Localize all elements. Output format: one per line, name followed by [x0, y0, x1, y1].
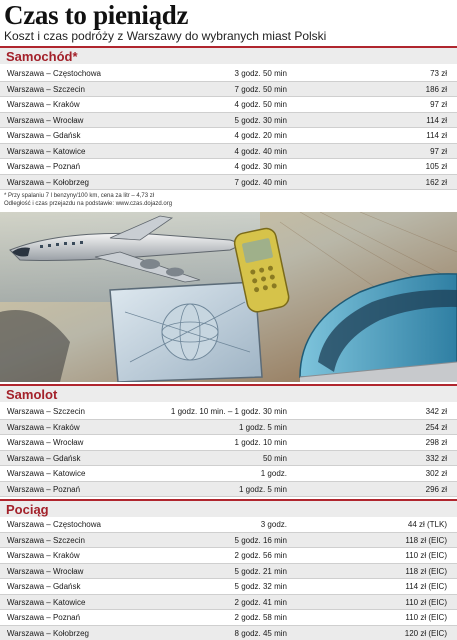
- table-row: [0, 564, 457, 580]
- table-row: [0, 82, 457, 98]
- table-row: [0, 144, 457, 160]
- cost-cell: 342 zł: [425, 407, 447, 416]
- table-row: [0, 435, 457, 451]
- table-row: [0, 610, 457, 626]
- cost-cell: 298 zł: [425, 438, 447, 447]
- route-cell: Warszawa – Wrocław: [7, 438, 84, 447]
- travel-time-cell: 4 godz. 30 min: [234, 162, 287, 171]
- cost-cell: 110 zł (EIC): [405, 613, 447, 622]
- table-row: [0, 113, 457, 129]
- route-cell: Warszawa – Poznań: [7, 484, 81, 494]
- route-cell: Warszawa – Szczecin: [7, 535, 85, 545]
- section-header-car: [0, 46, 457, 64]
- car-table: [0, 66, 457, 190]
- travel-time-cell: 2 godz. 58 min: [234, 613, 287, 622]
- travel-time-cell: 2 godz. 56 min: [234, 551, 287, 560]
- table-row: [0, 159, 457, 175]
- cost-cell: 97 zł: [430, 146, 447, 156]
- cost-cell: 296 zł: [425, 484, 447, 494]
- travel-time-cell: 3 godz. 50 min: [234, 69, 287, 78]
- table-row: [0, 97, 457, 113]
- cost-cell: 73 zł: [430, 69, 447, 78]
- table-row: [0, 404, 457, 420]
- cost-cell: 186 zł: [425, 84, 447, 94]
- cost-cell: 118 zł (EIC): [405, 566, 447, 576]
- route-cell: Warszawa – Szczecin: [7, 407, 85, 416]
- route-cell: Warszawa – Gdańsk: [7, 131, 81, 140]
- travel-time-cell: 3 godz.: [260, 520, 287, 529]
- route-cell: Warszawa – Kraków: [7, 422, 80, 432]
- train-table: [0, 517, 457, 640]
- table-row: [0, 175, 457, 191]
- travel-time-cell: 1 godz.: [260, 469, 287, 478]
- section-title-plane: Samolot: [6, 387, 58, 402]
- cost-cell: 97 zł: [430, 100, 447, 109]
- route-cell: Warszawa – Katowice: [7, 597, 86, 607]
- route-cell: Warszawa – Szczecin: [7, 84, 85, 94]
- route-cell: Warszawa – Kraków: [7, 100, 80, 109]
- table-row: [0, 451, 457, 467]
- table-row: [0, 466, 457, 482]
- table-row: [0, 128, 457, 144]
- travel-time-cell: 8 godz. 45 min: [234, 628, 287, 638]
- travel-time-cell: 1 godz. 5 min: [238, 484, 287, 494]
- table-row: [0, 533, 457, 549]
- travel-time-cell: 50 min: [262, 453, 287, 463]
- section-title-car: Samochód*: [6, 49, 78, 64]
- section-header-train: [0, 499, 457, 517]
- page-title: Czas to pieniądz: [4, 0, 189, 30]
- route-cell: Warszawa – Katowice: [7, 469, 86, 478]
- section-header-plane: [0, 384, 457, 402]
- cost-cell: 44 zł (TLK): [407, 520, 447, 529]
- cost-cell: 302 zł: [425, 469, 447, 478]
- travel-time-cell: 5 godz. 21 min: [234, 566, 287, 576]
- travel-time-cell: 7 godz. 50 min: [234, 84, 287, 94]
- route-cell: Warszawa – Częstochowa: [7, 520, 101, 529]
- table-row: [0, 579, 457, 595]
- route-cell: Warszawa – Katowice: [7, 146, 86, 156]
- travel-time-cell: 4 godz. 20 min: [234, 131, 287, 140]
- cost-cell: 332 zł: [425, 453, 447, 463]
- table-row: [0, 517, 457, 533]
- table-row: [0, 626, 457, 640]
- route-cell: Warszawa – Poznań: [7, 162, 81, 171]
- travel-time-cell: 1 godz. 10 min: [234, 438, 287, 447]
- travel-time-cell: 5 godz. 32 min: [234, 582, 287, 591]
- route-cell: Warszawa – Gdańsk: [7, 582, 81, 591]
- table-row: [0, 548, 457, 564]
- source-note: Odległość i czas przejazdu na podstawie: www.czas.dojazd.org: [4, 201, 173, 207]
- travel-time-cell: 4 godz. 40 min: [234, 146, 287, 156]
- travel-time-cell: 2 godz. 41 min: [234, 597, 287, 607]
- route-cell: Warszawa – Kołobrzeg: [7, 177, 89, 187]
- route-cell: Warszawa – Wrocław: [7, 115, 84, 125]
- plane-table: [0, 404, 457, 497]
- table-row: [0, 482, 457, 498]
- page-subtitle: Koszt i czas podróży z Warszawy do wybranych miast Polski: [4, 29, 327, 43]
- travel-collage-image: [0, 212, 457, 382]
- cost-cell: 118 zł (EIC): [405, 535, 447, 545]
- cost-cell: 120 zł (EIC): [404, 628, 447, 638]
- travel-time-cell: 4 godz. 50 min: [234, 100, 287, 109]
- section-title-train: Pociąg: [6, 502, 49, 517]
- car-footnote: * Przy spalaniu 7 l benzyny/100 km, cena za litr – 4,73 zł: [4, 193, 155, 199]
- cost-cell: 110 zł (EIC): [405, 597, 447, 607]
- travel-time-cell: 1 godz. 5 min: [238, 422, 287, 432]
- cost-cell: 162 zł: [425, 177, 447, 187]
- cost-cell: 114 zł: [426, 115, 447, 125]
- travel-time-cell: 5 godz. 30 min: [234, 115, 287, 125]
- route-cell: Warszawa – Poznań: [7, 613, 81, 622]
- table-row: [0, 595, 457, 611]
- route-cell: Warszawa – Kołobrzeg: [7, 628, 89, 638]
- table-row: [0, 66, 457, 82]
- travel-time-cell: 7 godz. 40 min: [234, 177, 287, 187]
- table-row: [0, 420, 457, 436]
- route-cell: Warszawa – Częstochowa: [7, 69, 101, 78]
- cost-cell: 114 zł (EIC): [405, 582, 447, 591]
- cost-cell: 114 zł: [426, 131, 447, 140]
- travel-time-cell: 5 godz. 16 min: [234, 535, 287, 545]
- route-cell: Warszawa – Gdańsk: [7, 453, 81, 463]
- cost-cell: 105 zł: [425, 162, 447, 171]
- cost-cell: 254 zł: [425, 422, 447, 432]
- route-cell: Warszawa – Wrocław: [7, 566, 84, 576]
- cost-cell: 110 zł (EIC): [405, 551, 447, 560]
- travel-time-cell: 1 godz. 10 min. – 1 godz. 30 min: [170, 407, 287, 416]
- travel-illustration: [0, 212, 457, 382]
- route-cell: Warszawa – Kraków: [7, 551, 80, 560]
